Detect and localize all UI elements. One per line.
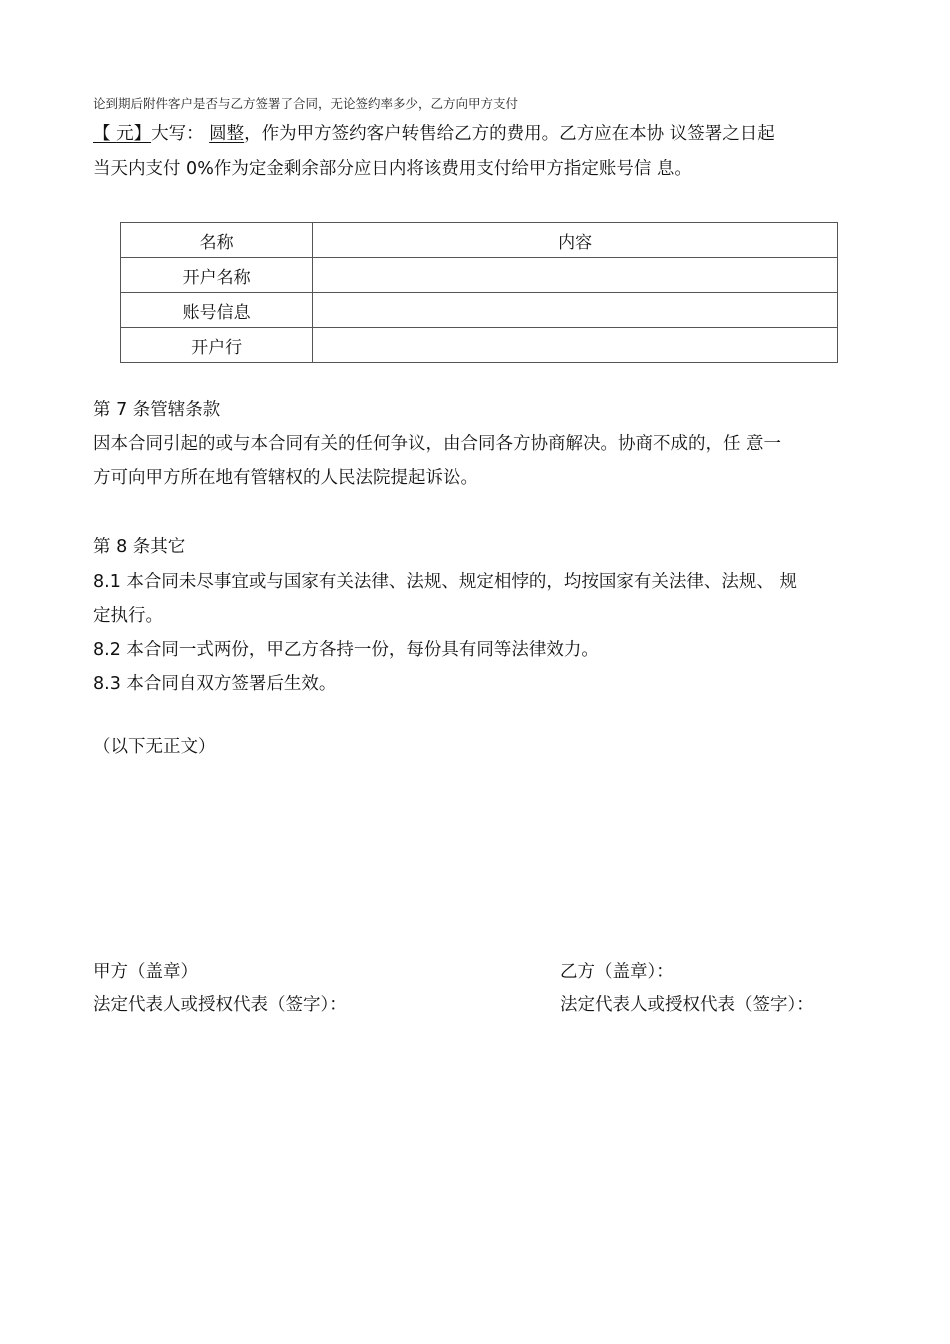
party-b-representative-label: 法定代表人或授权代表（签字）：: [560, 995, 814, 1015]
party-a-representative-label: 法定代表人或授权代表（签字）：: [93, 995, 347, 1015]
party-a-seal-label: 甲方（盖章）: [93, 962, 198, 982]
table-cell-name: 账号信息: [121, 293, 313, 328]
article-7-line-1: 因本合同引起的或与本合同有关的任何争议，由合同各方协商解决。协商不成的，任 意一: [93, 434, 782, 454]
account-info-table: [120, 222, 838, 363]
header-note: 论到期后附件客户是否与乙方签署了合同，无论签约率多少，乙方向甲方支付: [93, 96, 519, 111]
table-cell-content: [313, 328, 838, 363]
article-8-item-3: 8.3 本合同自双方签署后生效。: [93, 674, 337, 694]
article-8-item-1-line-1: 8.1 本合同未尽事宜或与国家有关法律、法规、规定相悖的，均按国家有关法律、法规、 规: [93, 572, 797, 592]
table-row: [121, 293, 838, 328]
table-header-cell: 内容: [313, 223, 838, 258]
table-cell-name: 开户名称: [121, 258, 313, 293]
daxie-label: 大写：: [151, 124, 204, 144]
article-7-line-2: 方可向甲方所在地有管辖权的人民法院提起诉讼。: [93, 468, 478, 488]
fee-line1-rest: ，作为甲方签约客户转售给乙方的费用。乙方应在本协 议签署之日起: [244, 124, 775, 144]
table-cell-content: [313, 293, 838, 328]
article-8-item-1-line-2: 定执行。: [93, 606, 163, 626]
table-header-cell: 名称: [121, 223, 313, 258]
fee-amount-field: 【 元】: [93, 124, 152, 144]
article-8-title: 第 8 条其它: [93, 537, 186, 557]
end-note: （以下无正文）: [93, 737, 216, 757]
table-cell-name: 开户行: [121, 328, 313, 363]
fee-paragraph-line-2: 当天内支付 0%作为定金剩余部分应日内将该费用支付给甲方指定账号信 息。: [93, 159, 692, 179]
fee-paragraph-line-1: [93, 122, 775, 146]
yuanzheng-field: 圆整: [209, 124, 245, 144]
article-8-item-2: 8.2 本合同一式两份，甲乙方各持一份，每份具有同等法律效力。: [93, 640, 599, 660]
table-cell-content: [313, 258, 838, 293]
table-row: [121, 258, 838, 293]
table-header-row: [121, 223, 838, 258]
table-row: [121, 328, 838, 363]
article-7-title: 第 7 条管辖条款: [93, 400, 221, 420]
party-b-seal-label: 乙方（盖章）：: [560, 962, 674, 982]
